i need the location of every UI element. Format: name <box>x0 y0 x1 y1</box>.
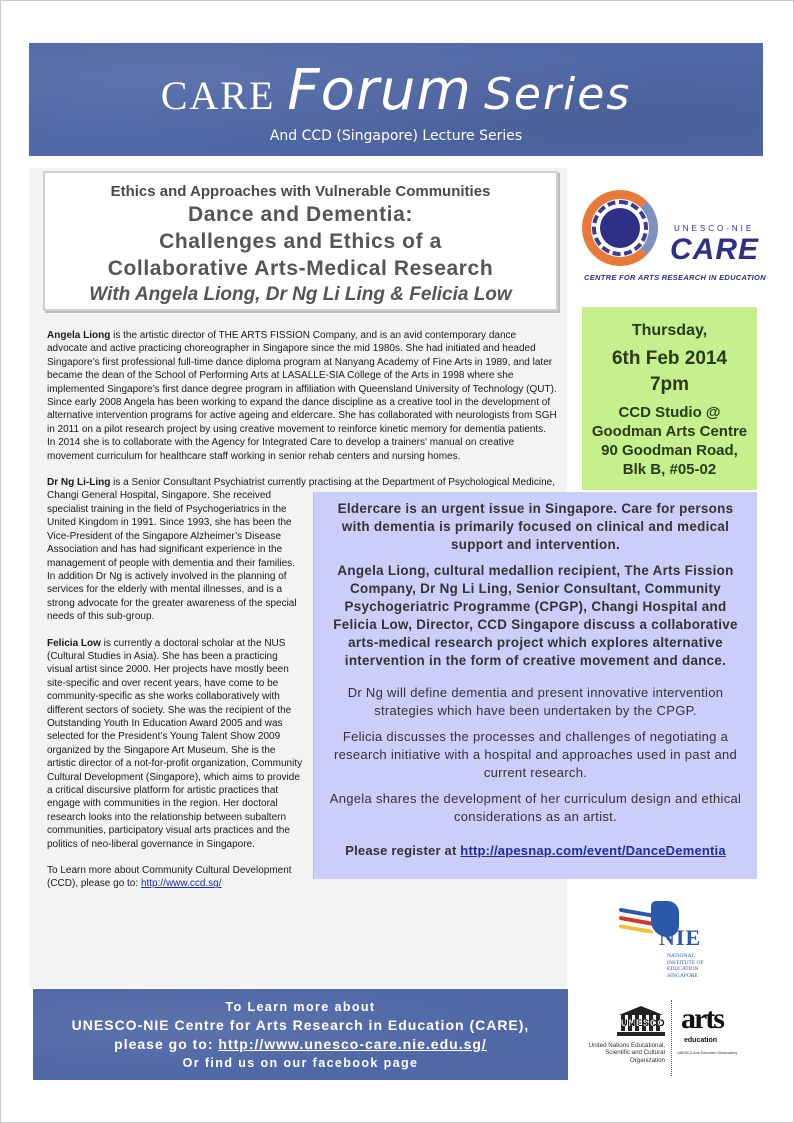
care-logo-word: CARE <box>670 233 760 266</box>
register-link[interactable]: http://apesnap.com/event/DanceDementia <box>460 843 726 858</box>
banner-series: Series <box>483 69 632 120</box>
unesco-logo-group <box>585 998 750 1078</box>
nie-logo <box>607 893 717 983</box>
bio-text: is a Senior Consultant Psychiatrist currently practising at the Department of Psychological Medicine, Changi General Hospital, Singapore. She received specialist training in the field of Psychogeriatrics in the United Kingdom in 1991. Since 1993, she has been the Vice-President of the Singapore Alzheimer’s Disease Association and has had significant experience in the management of people with dementia and their families. In addition Dr Ng is actively involved in the planning of services for the elderly with mental illnesses, and is a strong advocate for the greater awareness of the special needs of this sub-group. <box>47 477 555 623</box>
bio-name: Felicia Low <box>47 637 101 649</box>
ccd-link[interactable]: http://www.ccd.sg/ <box>140 878 222 890</box>
bio-text: is the artistic director of THE ARTS FISSION Company, and is an avid contemporary dance advocate and active practicing choreographer in Singapore since the mid 1980s. She had initiated and headed Singapore’s first professional full-time dance diploma program at Nanyang Academy of Fine Arts in 1989, and later became the dean of the School of Performing Arts at LASALLE-SIA College of the Arts in 1998 where she implemented Singapore’s first dance degree program in affiliation with Queensland University of Technology (QUT). Since early 2008 Angela has been working to expand the dance discipline as a creative tool in the development of alternative intervention programs for active ageing and eldercare. She has collaborated with neurologists from SGH in 2011 on a pilot research project by using creative movement to reinforce kinetic memory for dementia patients. In 2014 she is to collaborate with the Agency for Integrated Care to develop a trainers' manual on creative movement <box>47 330 557 462</box>
footer-line-3 <box>33 1035 568 1054</box>
banner-forum: Forum <box>287 58 472 123</box>
bio-text-tail: curriculum for healthcare staff working in senior <box>96 450 306 462</box>
nie-logo-word: NIE <box>659 925 702 950</box>
unesco-name: United Nations Educational, Scientific and Cultural Organization <box>588 1042 665 1064</box>
unesco-temple-roof-icon <box>619 1006 663 1015</box>
arts-education-word: arts <box>681 1002 723 1035</box>
title-headline-line: Collaborative Arts-Medical Research <box>107 257 494 280</box>
ccd-info-text: To Learn more about Community Cultural Development (CCD), please go to: <box>47 865 292 890</box>
title-headline-line: Dance and Dementia: <box>188 203 413 226</box>
logo-divider <box>671 1000 672 1076</box>
care-dancer-icon <box>600 208 640 248</box>
footer-banner <box>33 989 568 1080</box>
description-felicia: Felicia discusses the processes and challenges of negotiating a research initiative with a hospital and approaches used in past and current research. <box>333 729 738 780</box>
footer-line-4: Or find us on our facebook page <box>182 1056 419 1070</box>
event-venue-line: CCD Studio @ <box>618 404 721 421</box>
description-intro: Eldercare is an urgent issue in Singapore. Care for persons with dementia is primarily focused on clinical and medical support and intervention. <box>337 501 734 552</box>
event-venue-line: Goodman Arts Centre <box>591 423 748 440</box>
description-angela: Angela shares the development of her curriculum design and ethical considerations as an artist. <box>329 791 742 824</box>
bio-name: Angela Liong <box>47 330 111 341</box>
unesco-mark: UNESCO <box>621 1018 666 1028</box>
bio-text: is currently a doctoral scholar at the NUS (Cultural Studies in Asia). She has been a practicing visual artist since 2000. Her projects have mostly been site-specific and over recent years, have come to be community-specific as she works collaboratively with different sectors of society. She was the recipient of the Outstanding Youth In Education Award 2005 and was selected for the President’s Young Talent Show 2009 organized by the Singapore Art Museum. She is <box>47 637 292 756</box>
footer-line-2: UNESCO-NIE Centre for Arts Research in Education (CARE), <box>71 1017 530 1033</box>
banner-title <box>29 58 763 123</box>
title-presenters: With Angela Liong, Dr Ng Li Ling & Felicia Low <box>89 284 512 305</box>
arts-education-observatory: UNESCO Arts Education Observatory <box>677 1051 738 1055</box>
event-details-box <box>582 307 757 490</box>
event-date: 6th Feb 2014 <box>611 348 728 369</box>
bio-angela-liong <box>47 329 557 463</box>
event-venue-line: Blk B, #05-02 <box>622 461 717 478</box>
title-kicker: Ethics and Approaches with Vulnerable Communities <box>110 183 491 200</box>
footer-line-1: To Learn more about <box>225 1000 376 1014</box>
banner-subtitle: And CCD (Singapore) Lecture Series <box>269 128 523 144</box>
footer-link-label: please go to: <box>114 1036 219 1052</box>
header-banner <box>29 43 763 156</box>
event-venue-line: 90 Goodman Road, <box>601 442 738 459</box>
nie-logo-fullname: NATIONAL INSTITUTE OF EDUCATION SINGAPORE <box>667 953 704 979</box>
register-line <box>322 842 749 860</box>
description-summary: Angela Liong, cultural medallion recipient, The Arts Fission Company, Dr Ng Li Ling, Senior Consultant, Community Psychogeriatric Programme (CPGP), Changi Hospital and Felicia Low, Director, CCD Singapore discuss a collaborative arts-medical research project which explores alternative intervention in the form of creative movement and dance. <box>333 563 738 668</box>
unesco-temple-base-icon <box>617 1032 665 1036</box>
care-logo <box>576 180 766 290</box>
description-ng: Dr Ng will define dementia and present innovative intervention strategies which have been undertaken by the CPGP. <box>347 685 724 718</box>
banner-care: CARE <box>160 73 276 118</box>
title-box <box>43 171 558 311</box>
event-time: 7pm <box>649 374 690 395</box>
register-label: Please register at <box>345 843 461 858</box>
bio-felicia-low-continued: the artistic director of a not-for-profit organization, Community Cultural Development (Singapore), which aims to provide a critical discursive platform for artistic practices that engage with communities in the region. Her doctoral research looks into the relationship between subaltern communities, participatory visual arts practices and the politics of neo-liberal governance in Singapore. <box>47 744 303 850</box>
bio-name: Dr Ng Li-Ling <box>47 477 111 489</box>
care-logo-fullname: CENTRE FOR ARTS RESEARCH IN EDUCATION <box>584 273 766 282</box>
arts-education-sub: education <box>684 1037 718 1044</box>
event-day: Thursday, <box>631 322 708 339</box>
care-website-link[interactable]: http://www.unesco-care.nie.edu.sg/ <box>218 1036 487 1052</box>
description-box <box>313 492 757 879</box>
nie-wave-yellow-icon <box>619 924 653 934</box>
title-headline-line: Challenges and Ethics of a <box>159 230 442 253</box>
event-venue <box>582 403 757 479</box>
bio-text-tail: rehab centers and nursing homes. <box>308 450 461 462</box>
care-logo-prefix: UNESCO-NIE <box>674 224 755 233</box>
